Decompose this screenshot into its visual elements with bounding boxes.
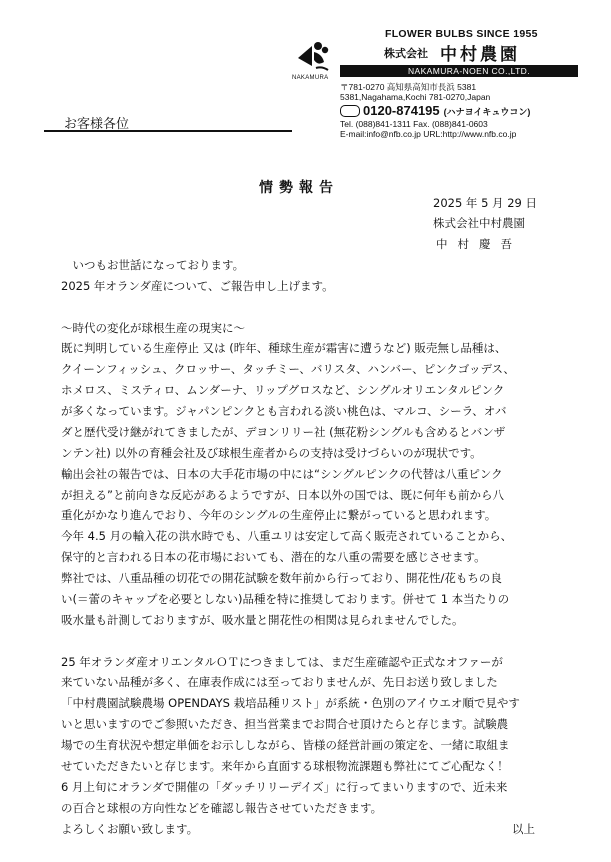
recipient-underline (44, 130, 292, 132)
body-line: 今年 4.5 月の輸入花の洪水時でも、八重ユリは安定して高く販売されていることから、 (61, 529, 513, 543)
address-en: 5381,Nagahama,Kochi 781-0270,Japan (340, 92, 491, 102)
body-line: が担える”と前向きな反応があるようですが、日本以外の国では、既に何年も前から八 (61, 488, 504, 502)
company-name: 中村農園 (440, 45, 520, 65)
body-line: 吸水量も計測しておりますが、吸水量と開花性の相関は見られませんでした。 (61, 613, 464, 627)
body-line: 6 月上旬にオランダで開催の「ダッチリリーデイズ」に行ってまいりますので、近未来 (61, 780, 508, 794)
body-line: いと思いますのでご参照いただき、担当営業までお問合せ頂けたらと存じます。試験農 (61, 717, 509, 731)
freedial-number: 0120-874195 (363, 103, 440, 118)
logo-caption: NAKAMURA (292, 75, 329, 81)
body-line: いつもお世話になっております。 (61, 258, 245, 272)
flower-logo-icon (296, 36, 332, 74)
body-line: 輸出会社の報告では、日本の大手花市場の中には“シングルピンクの代替は八重ピンク (61, 467, 503, 481)
body-line: 「中村農園試験農場 OPENDAYS 栽培品種リスト」が系統・色別のアイウエオ順で見やす (61, 696, 520, 710)
recipient: お客様各位 (64, 117, 130, 132)
freedial-kana: (ハナヨイキュウコン) (443, 107, 531, 117)
body-line: 来ていない品種が多く、在庫表作成には至っておりませんが、先日お送り致しました (61, 675, 498, 689)
body-line: の百合と球根の方向性などを確認し報告させていただきます。 (61, 801, 383, 815)
body-line: クイーンフィッシュ、クロッサー、タッチミー、バリスタ、ハンバー、ピンクゴッデス、 (61, 362, 515, 376)
body-line: い(＝蕾のキャップを必要としない)品種を特に推奨しております。併せて 1 本当たりの (61, 592, 510, 606)
body-line: せていただきたいと存じます。来年から直面する球根物流課題も弊社にてご心配なく！ (61, 759, 509, 773)
company-slogan: FLOWER BULBS SINCE 1955 (385, 28, 538, 40)
body-line: ～時代の変化が球根生産の現実に～ (61, 321, 245, 335)
closing-remark: 以上 (512, 822, 535, 836)
document-title: 情勢報告 (259, 180, 339, 196)
body-line: 2025 年オランダ産について、ご報告申し上げます。 (61, 279, 334, 293)
body-line: よろしくお願い致します。 (61, 822, 199, 836)
body-line: 既に判明している生産停止 又は (昨年、種球生産が霜害に遭うなど) 販売無し品種は、 (61, 341, 507, 355)
document-date: 2025 年 5 月 29 日 (433, 196, 537, 210)
body-line: 弊社では、八重品種の切花での開花試験を数年前から行っており、開花性/花もちの良 (61, 571, 502, 585)
body-line: 場での生育状況や想定単価をお示ししながら、皆様の経営計画の策定を、一緒に取組ま (61, 738, 510, 752)
body-line: ンテン社) 以外の育種会社及び球根生産者からの支持は受けづらいのが現状です。 (61, 446, 482, 460)
company-prefix: 株式会社 (384, 47, 428, 60)
body-line: 25 年オランダ産オリエンタルＯＴにつきましては、まだ生産確認や正式なオファーが (61, 655, 503, 669)
company-english-bar: NAKAMURA-NOEN CO.,LTD. (340, 65, 578, 77)
address-jp: 〒781-0270 高知県高知市長浜 5381 (340, 82, 477, 92)
freedial-icon (340, 105, 360, 117)
sender-company: 株式会社中村農園 (433, 216, 525, 230)
freedial (340, 103, 530, 118)
body-line: 保守的と言われる日本の花市場においても、潜在的な八重の需要を感じさせます。 (61, 550, 486, 564)
company-logo (296, 36, 332, 78)
body-line: が多くなっています。ジャパンピンクとも言われる淡い桃色は、マルコ、シーラ、オバ (61, 404, 507, 418)
body-line: 重化がかなり進んでおり、今年のシングルの生産停止に繋がっていると思われます。 (61, 508, 497, 522)
body-line: ホメロス、ミスティロ、ムンダーナ、リップグロスなど、シングルオリエンタルピンク (61, 383, 505, 397)
body-line: ダと歴代受け継がれてきましたが、デヨンリリー社 (無花粉シングルも含めるとバンザ (61, 425, 506, 439)
email-url: E-mail:info@nfb.co.jp URL:http://www.nfb.co.jp (340, 129, 517, 139)
tel-fax: Tel. (088)841-1311 Fax. (088)841-0603 (340, 119, 488, 129)
sender-name: 中村慶吾 (436, 237, 522, 251)
